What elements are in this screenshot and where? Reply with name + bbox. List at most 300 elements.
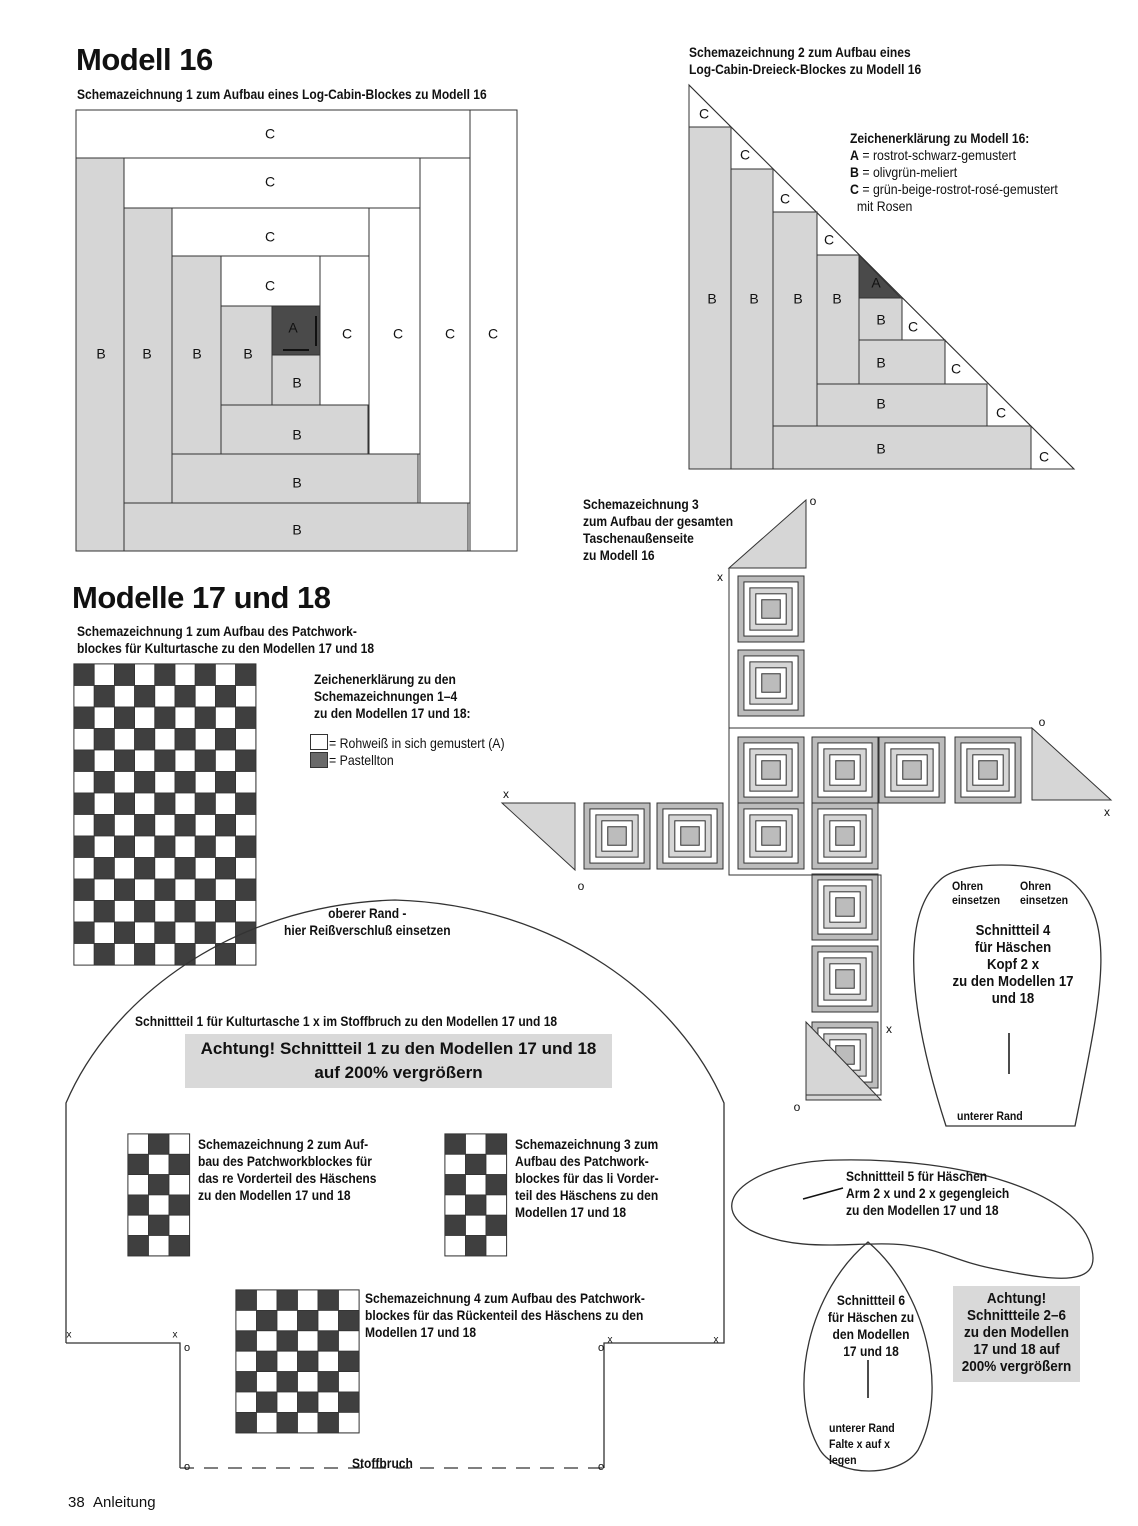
checker-scheme1-cell [175,901,195,923]
checker-scheme1-cell [195,686,215,708]
checker-scheme3-cell [466,1195,487,1215]
modelle1718-title: Modelle 17 und 18 [72,580,331,615]
schnittteil4-unterer-rand: unterer Rand [957,1109,1023,1123]
checker-scheme1-cell [94,815,114,837]
checker-scheme1-cell [175,858,195,880]
checker-scheme1-cell [195,879,215,901]
schnittteil5-caption: Schnittteil 5 für Häschen Arm 2 x und 2 x gegengleich zu den Modellen 17 und 18 [846,1168,1010,1218]
log-cabin-triangle-diagram [689,85,1074,469]
checker-scheme1-cell [215,815,235,837]
checker-scheme1-cell [236,836,256,858]
cross-triangle-left [502,803,575,870]
checker-scheme1-cell [114,922,134,944]
checker-scheme4-cell [257,1310,278,1330]
checker-scheme4-cell [298,1290,319,1310]
triangle-label-b: B [749,290,759,307]
log-cabin-label-b: B [142,345,152,362]
checker-scheme1-cell [74,815,94,837]
checker-scheme1-cell [74,858,94,880]
checker-scheme4-cell [236,1372,257,1392]
checker-scheme2-cell [149,1175,170,1195]
checker-scheme4-cell [298,1412,319,1432]
triangle-label-b: B [876,395,886,412]
triangle-label-c: C [739,146,751,163]
checker-scheme1-cell [175,879,195,901]
checker-scheme1-cell [215,750,235,772]
checker-scheme1-cell [74,793,94,815]
checker-scheme2-cell [128,1154,149,1174]
legend-text-c: = grün-beige-rostrot-rosé-gemustert mit Rosen [856,181,1058,214]
cross-block [903,761,921,779]
checker-scheme4-cell [298,1351,319,1371]
checker-scheme4-cell [298,1372,319,1392]
cross-block [762,827,780,845]
checker-scheme1-cell [175,836,195,858]
cross-mark-o: o [793,1100,801,1115]
checker-scheme3-cell [466,1236,487,1256]
cross-triangle-top [729,500,806,568]
triangle-label-c: C [950,360,962,377]
checker-scheme1-cell [155,858,175,880]
scheme4-caption: Schemazeichnung 4 zum Aufbau des Patchwork- blockes für das Rückenteil des Häschens zu den Modellen 17 und 18 [365,1290,645,1340]
checker-scheme1-cell [114,729,134,751]
checker-scheme4-cell [318,1310,339,1330]
modelle1718-scheme1-caption: Schemazeichnung 1 zum Aufbau des Patchwork- blockes für Kulturtasche zu den Modellen 17 und 18 [77,623,375,656]
checker-scheme4-cell [298,1331,319,1351]
checker-scheme1-cell [94,729,114,751]
checker-scheme4-cell [339,1372,360,1392]
checker-scheme1-cell [74,944,94,966]
scheme3-caption: Schemazeichnung 3 zum Aufbau des Patchwork- blockes für das li Vorder- teil des Häschens zu den Modellen 17 und 18 [515,1136,659,1220]
checker-scheme4-cell [339,1412,360,1432]
cross-mark-x: x [717,570,723,585]
checker-scheme1-cell [94,858,114,880]
checker-scheme1-cell [114,944,134,966]
checker-scheme1-cell [74,707,94,729]
log-cabin-label-b: B [292,474,302,491]
cross-mark-o: o [577,879,585,894]
checker-scheme1-cell [94,836,114,858]
checker-scheme1-cell [94,772,114,794]
checker-scheme1-cell [94,944,114,966]
checker-scheme1-cell [175,664,195,686]
checker-scheme1-cell [195,793,215,815]
checker-scheme4-cell [339,1310,360,1330]
checker-scheme4-cell [298,1392,319,1412]
checker-scheme3-cell [445,1195,466,1215]
checker-scheme1-cell [236,793,256,815]
checker-scheme1-cell [155,944,175,966]
checker-scheme4-cell [236,1392,257,1412]
piece-mark-o: o [597,1460,605,1473]
ohren-left-label: Ohren einsetzen [952,879,1001,907]
checker-scheme1-cell [94,707,114,729]
checker-scheme1-cell [215,793,235,815]
schnittteil5-grain-arrow [803,1188,843,1199]
checker-scheme1-cell [215,729,235,751]
checker-scheme1-cell [135,707,155,729]
schnittteil4-caption: Schnittteil 4 für Häschen Kopf 2 x zu den Modellen 17 und 18 [952,922,1074,1007]
checker-scheme4-cell [318,1290,339,1310]
checker-scheme3-cell [466,1175,487,1195]
checker-scheme1-cell [135,686,155,708]
page-footer [68,1494,156,1511]
triangle-label-b: B [707,290,717,307]
checker-scheme1-cell [195,858,215,880]
log-cabin-label-c: C [264,277,276,294]
checker-scheme1-cell [114,686,134,708]
piece-mark-x: x [713,1334,719,1346]
oberer-rand-label: oberer Rand - hier Reißverschluß einsetzen [284,905,451,938]
checker-scheme2-cell [169,1175,190,1195]
checker-scheme1-cell [155,729,175,751]
legend-key-b: B [850,164,859,180]
checker-scheme1-cell [155,793,175,815]
checker-scheme1-cell [175,729,195,751]
legend-text-a: = rostrot-schwarz-gemustert [862,147,1017,163]
modelle1718-legend-title: Zeichenerklärung zu den Schemazeichnungen 1–4 zu den Modellen 17 und 18: [314,671,471,721]
checker-scheme1-cell [195,772,215,794]
checker-scheme3-cell [445,1154,466,1174]
checker-scheme4-cell [318,1351,339,1371]
checker-scheme1-cell [236,815,256,837]
checker-scheme1-cell [175,793,195,815]
checker-scheme1-cell [215,664,235,686]
checker-scheme1-cell [114,707,134,729]
triangle-label-b: B [876,440,886,457]
checker-scheme1-cell [195,815,215,837]
checker-scheme2-cell [169,1236,190,1256]
page-number: 38 [68,1494,85,1511]
checker-scheme4-cell [298,1310,319,1330]
cross-block [762,600,780,618]
stoffbruch-label: Stoffbruch [352,1455,413,1471]
checker-scheme4-cell [318,1392,339,1412]
log-cabin-label-b: B [292,426,302,443]
checker-scheme4-cell [277,1351,298,1371]
checker-scheme4-cell [257,1392,278,1412]
log-cabin-block-diagram [76,110,517,551]
checker-scheme1-cell [74,922,94,944]
modell16-title: Modell 16 [76,42,213,77]
checker-scheme1-cell [74,729,94,751]
checker-scheme1-cell [135,750,155,772]
footer-section: Anleitung [93,1494,156,1511]
checker-scheme1-cell [114,793,134,815]
checker-scheme4-cell [236,1331,257,1351]
bag-outer-side-diagram [502,494,1111,1114]
checker-scheme2-cell [149,1215,170,1235]
checker-scheme3-cell [486,1215,507,1235]
checker-scheme1-cell [135,836,155,858]
checker-scheme3-cell [466,1215,487,1235]
checker-scheme1-cell [236,664,256,686]
checker-scheme1-cell [236,879,256,901]
achtung2-text: Achtung! Schnittteile 2–6 zu den Modellen 17 und 18 auf 200% vergrößern [961,1290,1072,1375]
checker-scheme2-cell [149,1195,170,1215]
checker-scheme4-cell [236,1290,257,1310]
checker-scheme4-cell [318,1412,339,1432]
checker-scheme4-cell [277,1290,298,1310]
log-cabin-label-b: B [243,345,253,362]
checker-scheme3-cell [486,1154,507,1174]
checker-scheme1-cell [135,729,155,751]
checker-scheme1-cell [155,707,175,729]
checker-scheme1-cell [236,729,256,751]
checker-scheme4-cell [339,1331,360,1351]
checker-scheme2-cell [149,1236,170,1256]
checker-scheme1-cell [74,901,94,923]
checker-scheme1-cell [74,836,94,858]
checker-scheme1-cell [135,879,155,901]
triangle-label-c: C [1038,448,1050,465]
checker-scheme1-cell [74,750,94,772]
checker-scheme1-cell [135,858,155,880]
checker-scheme1-cell [94,686,114,708]
checker-scheme1-cell [195,750,215,772]
checker-scheme3-cell [445,1134,466,1154]
checker-scheme1-cell [195,836,215,858]
checker-scheme1-cell [175,772,195,794]
checker-scheme1-cell [215,858,235,880]
checker-scheme4-cell [318,1372,339,1392]
cross-block [836,761,854,779]
cross-block [762,674,780,692]
checker-scheme1-cell [135,793,155,815]
cross-triangle-right [1032,728,1111,800]
triangle-label-a: A [871,274,881,291]
checker-scheme1-cell [155,901,175,923]
triangle-label-b: B [832,290,842,307]
checker-scheme1-cell [236,750,256,772]
log-cabin-label-b: B [96,345,106,362]
checker-scheme1-cell [155,879,175,901]
cross-block [608,827,626,845]
legend-key-c: C [850,181,859,197]
checker-scheme1-cell [114,664,134,686]
checker-scheme1-cell [195,707,215,729]
checker-scheme4-cell [257,1290,278,1310]
log-cabin-label-b: B [292,374,302,391]
checker-scheme1-cell [155,815,175,837]
checker-scheme1-cell [135,944,155,966]
cross-block [836,970,854,988]
log-cabin-label-c: C [264,125,276,142]
cross-mark-o: o [1038,715,1046,730]
checker-scheme3-cell [466,1134,487,1154]
checker-scheme1-cell [175,944,195,966]
cross-mark-x: x [503,787,509,802]
checker-scheme1-cell [94,750,114,772]
checker-scheme1-cell [215,922,235,944]
checker-scheme1-cell [175,686,195,708]
log-cabin-label-c: C [392,325,404,342]
checker-scheme4-cell [257,1351,278,1371]
cross-block [681,827,699,845]
checker-scheme1-cell [215,944,235,966]
checker-scheme2-cell [169,1134,190,1154]
modell16-scheme3-caption: Schemazeichnung 3 zum Aufbau der gesamten Taschenaußenseite zu Modell 16 [583,496,734,563]
checker-scheme1-cell [215,879,235,901]
ohren-right-label: Ohren einsetzen [1020,879,1069,907]
checker-scheme1-cell [175,750,195,772]
schnittteil6-bottom-label: unterer Rand Falte x auf x legen [829,1421,895,1467]
checker-scheme1-cell [114,750,134,772]
checker-scheme2-cell [128,1175,149,1195]
piece-mark-x: x [607,1334,613,1346]
checker-scheme4-cell [339,1351,360,1371]
log-cabin-label-c: C [487,325,499,342]
piece-mark-o: o [183,1341,191,1354]
checker-scheme1-cell [135,664,155,686]
legend-text-b: = olivgrün-meliert [862,164,958,180]
checker-scheme1-cell [94,922,114,944]
log-cabin-label-c: C [264,228,276,245]
checker-scheme4-cell [277,1412,298,1432]
checker-scheme1-cell [114,772,134,794]
legend-white-text: = Rohweiß in sich gemustert (A) [329,735,505,751]
legend-title: Zeichenerklärung zu Modell 16: [850,130,1030,146]
triangle-label-b: B [876,311,886,328]
legend-key-a: A [850,147,859,163]
log-cabin-label-c: C [264,173,276,190]
checker-scheme1-cell [236,772,256,794]
checker-scheme2-cell [128,1215,149,1235]
cross-mark-x: x [886,1022,892,1037]
checker-scheme1-cell [155,772,175,794]
cross-block [979,761,997,779]
modell16-scheme2-caption: Schemazeichnung 2 zum Aufbau eines Log-Cabin-Dreieck-Blockes zu Modell 16 [689,44,922,77]
checker-scheme1-cell [215,772,235,794]
checker-scheme1-cell [155,836,175,858]
checker-scheme1-cell [215,707,235,729]
checker-scheme3-cell [486,1195,507,1215]
checker-scheme1-cell [114,815,134,837]
checker-scheme1-cell [236,707,256,729]
schnittteil6-caption: Schnittteil 6 für Häschen zu den Modellen 17 und 18 [827,1292,915,1359]
schnittteil1-caption: Schnittteil 1 für Kulturtasche 1 x im Stoffbruch zu den Modellen 17 und 18 [135,1013,558,1029]
checker-scheme1-cell [195,664,215,686]
triangle-label-c: C [823,231,835,248]
modell16-scheme1-caption: Schemazeichnung 1 zum Aufbau eines Log-Cabin-Blockes zu Modell 16 [77,86,487,102]
checker-scheme3-cell [466,1154,487,1174]
checker-scheme3-cell [486,1236,507,1256]
checker-scheme1-cell [94,793,114,815]
checker-scheme1-cell [135,922,155,944]
checker-scheme4-cell [318,1331,339,1351]
checker-scheme4-cell [257,1331,278,1351]
checker-scheme4-cell [257,1412,278,1432]
schnittteil1-step [66,1343,180,1468]
checker-scheme1-cell [135,772,155,794]
checker-scheme4-cell [339,1392,360,1412]
checker-scheme2-cell [149,1154,170,1174]
checker-scheme4-cell [277,1372,298,1392]
checker-scheme3-cell [445,1215,466,1235]
achtung1-text: Achtung! Schnittteil 1 zu den Modellen 17 und 18 auf 200% vergrößern [200,1039,597,1082]
legend-gray-text: = Pastellton [329,752,394,768]
triangle-column [731,169,773,469]
piece-mark-o: o [183,1460,191,1473]
cross-block [762,761,780,779]
checker-scheme1-cell [135,901,155,923]
cross-mark-o: o [809,494,817,509]
checker-scheme1-cell [94,901,114,923]
piece-mark-x: x [172,1329,178,1341]
checker-scheme1-cell [74,686,94,708]
triangle-label-b: B [793,290,803,307]
checker-scheme1-cell [175,815,195,837]
checker-scheme1-cell [74,772,94,794]
checker-scheme4-cell [236,1412,257,1432]
checker-scheme1-cell [236,901,256,923]
cross-block [836,898,854,916]
checker-scheme2-cell [128,1134,149,1154]
checker-scheme1-cell [195,944,215,966]
checker-scheme1-cell [74,879,94,901]
checker-scheme3-cell [445,1236,466,1256]
cross-mark-x: x [1104,805,1110,820]
checker-scheme1-cell [94,879,114,901]
checker-scheme1-cell [74,664,94,686]
checker-scheme2-cell [169,1195,190,1215]
checker-scheme1-cell [236,858,256,880]
cross-block [836,827,854,845]
checker-scheme4-cell [277,1392,298,1412]
checker-scheme4-cell [277,1310,298,1330]
checker-scheme1-cell [135,815,155,837]
checker-scheme1-cell [155,750,175,772]
checker-scheme4-cell [236,1310,257,1330]
triangle-label-c: C [698,105,710,122]
triangle-label-c: C [779,190,791,207]
checker-scheme1-cell [215,686,235,708]
triangle-label-c: C [907,318,919,335]
log-cabin-label-c: C [341,325,353,342]
checker-scheme3-cell [486,1175,507,1195]
checker-scheme1-cell [114,901,134,923]
checker-scheme2-cell [128,1195,149,1215]
log-cabin-label-b: B [192,345,202,362]
triangle-label-b: B [876,354,886,371]
checker-scheme4-cell [257,1372,278,1392]
checker-scheme1-cell [114,836,134,858]
checker-scheme2-cell [169,1215,190,1235]
checker-scheme1-cell [175,922,195,944]
triangle-label-c: C [995,404,1007,421]
log-cabin-label-b: B [292,521,302,538]
log-cabin-label-a: A [288,319,298,336]
checker-scheme1-cell [215,836,235,858]
checker-scheme3-cell [486,1134,507,1154]
piece-mark-x: x [66,1329,72,1341]
piece-mark-o: o [597,1341,605,1354]
checker-scheme4-cell [236,1351,257,1371]
checker-scheme1-cell [114,879,134,901]
checker-scheme1-cell [236,944,256,966]
checker-scheme1-cell [155,922,175,944]
checker-scheme1-cell [114,858,134,880]
checker-scheme1-cell [195,922,215,944]
checker-scheme1-cell [215,901,235,923]
checker-scheme4-cell [339,1290,360,1310]
checker-scheme1-cell [175,707,195,729]
checker-scheme1-cell [236,686,256,708]
checker-scheme4-cell [277,1331,298,1351]
checker-scheme1-cell [195,901,215,923]
checker-scheme2-cell [169,1154,190,1174]
checker-scheme2-cell [128,1236,149,1256]
